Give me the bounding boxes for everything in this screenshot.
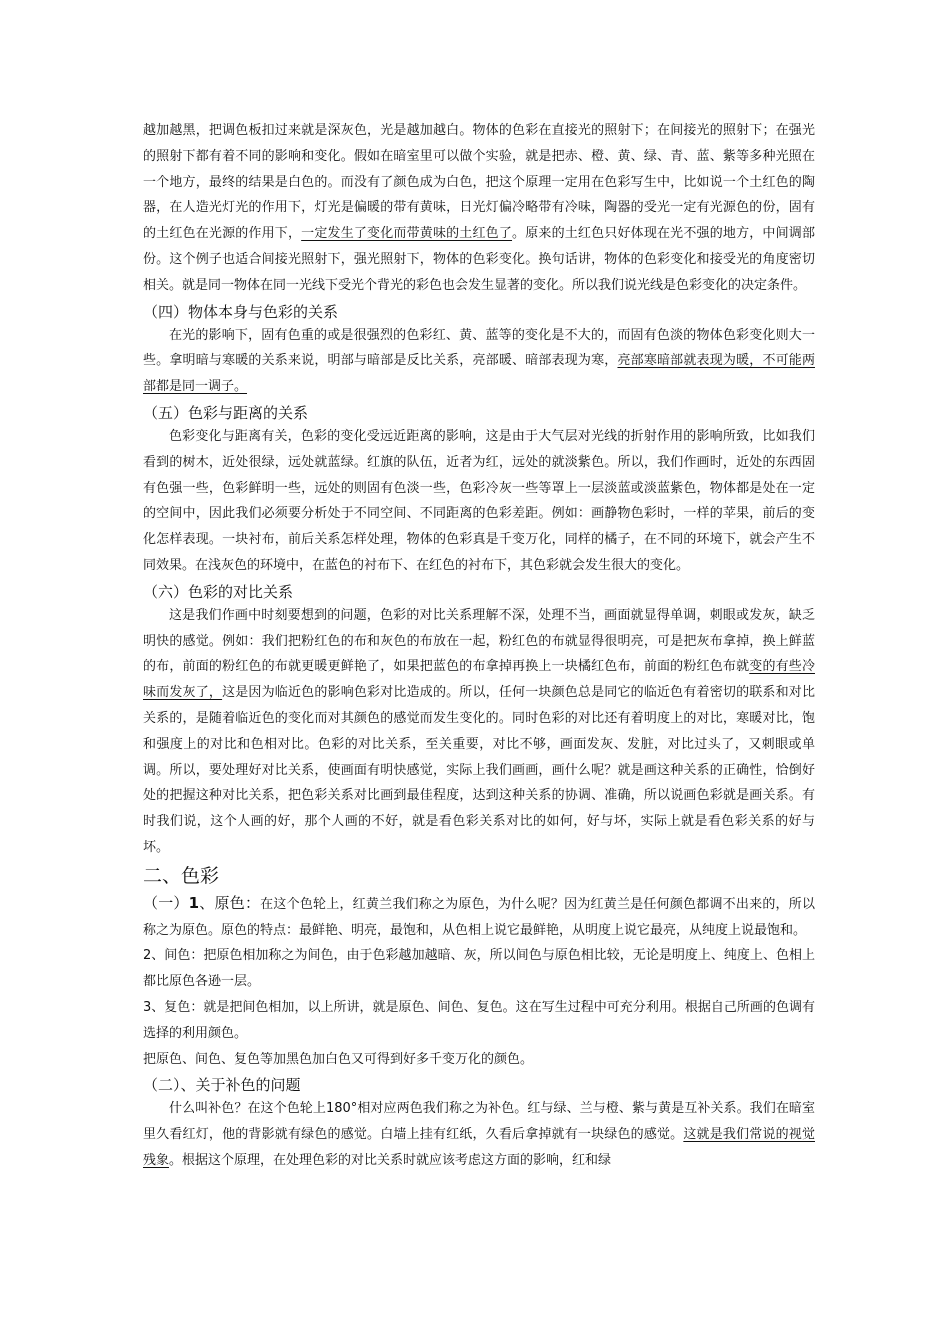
document-body: [143, 118, 815, 1174]
underlined-text: 一定发生了变化而带黄味的土红色了: [301, 226, 513, 242]
paragraph-tertiary-colors: [143, 995, 815, 1047]
text-run: 这是我们作画中时刻要想到的问题，色彩的对比关系理解不深，处理不当，画面就显得单调，刺眼或发灰，缺乏明快的感觉。例如：我们把粉红色的布和灰色的布放在一起，粉红色的布就显得很明亮，可是把灰布拿掉，换上鲜蓝的布，前面的粉红色的布就更暖更鲜艳了，如果把蓝色的布拿掉再换上一块橘红色布，前面的粉红色布就: [143, 607, 815, 675]
text-run: 。原来的土红色只好体现在光不强的地方，中间调部份。这个例子也适合间接光照射下，强光照射下，物体的色彩变化。换句话讲，物体的色彩变化和接受光的角度密切相关。就是同一物体在同一光线下受光个背光的彩色也会发生显著的变化。所以我们说光线是色彩变化的决定条件。: [143, 226, 815, 293]
text-run: 相对应两色我们称之为补色。红与绿、兰与橙、紫与黄是互补关系。我们在暗室里久看红灯，他的背影就有绿色的感觉。白墙上挂有红纸，久看后拿掉就有一块绿色的感觉。: [143, 1101, 815, 1143]
text-run: 这是因为临近色的影响色彩对比造成的。所以，任何一块颜色总是同它的临近色有着密切的联系和对比关系的，是随着临近色的变化而对其颜色的感觉而发生变化的。同时色彩的对比还有着明度上的对比，寒暖对比，饱和强度上的对比和色相对比。色彩的对比关系，至关重要，对比不够，画面发灰、发脏，对比过头了，又刺眼或单调。所以，要处理好对比关系，使画面有明快感觉，实际上我们画画，画什么呢？就是画这种关系的正确性，恰倒好处的把握这种对比关系，把色彩关系对比画到最佳程度，达到这种关系的协调、准确，所以说画色彩就是画关系。有时我们说，这个人画的好，那个人画的不好，就是看色彩关系对比的如何，好与坏，实际上就是看色彩关系的好与坏。: [143, 685, 815, 855]
heading-section-6: （六）色彩的对比关系: [143, 582, 294, 601]
text-run: 在光的影响下，固有色重的或是很强烈的色彩红、黄、蓝等的变化是不大的，而固有色淡的物体色彩变化则大一些。拿明暗与寒暖的关系来说，明部与暗部是反比关系，亮部暖、暗部表现为寒，: [143, 327, 815, 369]
paragraph-mixing: 把原色、间色、复色等加黑色加白色又可得到好多千变万化的颜色。: [143, 1051, 534, 1067]
text-run: 、复色：就是把间色相加，以上所讲，就是原色、间色、复色。这在写生过程中可充分利用。根据自己所画的色调有选择的利用颜色。: [143, 999, 815, 1041]
text-run: 、原色：: [199, 893, 261, 912]
paragraph-section-5: 色彩变化与距离有关，色彩的变化受远近距离的影响，这是由于大气层对光线的折射作用的影响所致，比如我们看到的树木，近处很绿，远处就蓝绿。红旗的队伍，近者为红，远处的就淡紫色。所以，我们作画时，近处的东西固有色强一些，色彩鲜明一些，远处的则固有色淡一些，色彩冷灰一些等罩上一层淡蓝或淡蓝紫色，物体都是处在一定的空间中，因此我们必须要分析处于不同空间、不同距离的色彩差距。例如：画静物色彩时，一样的苹果，前后的变化怎样表现。一块衬布，前后关系怎样处理，物体的色彩真是千变万化，同样的橘子，在不同的环境下，就会产生不同效果。在浅灰色的环境中，在蓝色的衬布下、在红色的衬布下，其色彩就会发生很大的变化。: [143, 428, 815, 573]
list-number: 2: [143, 948, 152, 964]
heading-section-4: （四）物体本身与色彩的关系: [143, 302, 339, 321]
paragraph-primary-colors: [143, 891, 815, 944]
text-run: 越加越黑，把调色板扣过来就是深灰色，光是越加越白。物体的色彩在直接光的照射下；在间接光的照射下；在强光的照射下都有着不同的影响和变化。假如在暗室里可以做个实验，就是把赤、橙、黄、绿、青、蓝、紫等多种光照在一个地方，最终的结果是白色的。而没有了颜色成为白色，把这个原理一定用在色彩写生中，比如说一个土红色的陶器，在人造光灯光的作用下，灯光是偏暖的带有黄味，日光灯偏冷略带有冷味，陶器的受光一定有光源色的份，固有的土红色在光源的作用下，: [143, 123, 815, 242]
heading-complementary: （二）、关于补色的问题: [143, 1076, 301, 1095]
text-run: 180°: [325, 1101, 358, 1117]
text-run: 、间色：把原色相加称之为间色，由于色彩越加越暗、灰，所以间色与原色相比较，无论是明度上、纯度上、色相上都比原色各逊一层。: [143, 948, 815, 990]
text-run: 什么叫补色？在这个色轮上: [169, 1101, 326, 1117]
paragraph-section-6: [143, 603, 815, 861]
paragraph-section-4: [143, 323, 815, 400]
list-number: 1: [188, 893, 200, 912]
list-number: 3: [143, 999, 152, 1015]
underlined-text: 变的有些冷味而发灰了，: [143, 659, 815, 701]
heading-chapter-2: 二、色彩: [143, 864, 220, 887]
paragraph-light-effects: [143, 118, 815, 299]
paragraph-secondary-colors: [143, 943, 815, 995]
paragraph-complementary: [143, 1096, 815, 1173]
text-run: 。根据这个原理，在处理色彩的对比关系时就应该考虑这方面的影响，红和绿: [169, 1152, 612, 1168]
underlined-text: 亮部寒暗部就表现为暖，不可能两部都是同一调子。: [143, 353, 815, 395]
underlined-text: 这就是我们常说的视觉残象: [143, 1127, 815, 1168]
text-run: （一）: [143, 893, 189, 912]
text-run: 在这个色轮上，红黄兰我们称之为原色，为什么呢？因为红黄兰是任何颜色都调不出来的，所以称之为原色。原色的特点：最鲜艳、明亮，最饱和，从色相上说它最鲜艳，从明度上说它最亮，从纯度上说最饱和。: [143, 896, 815, 938]
heading-section-5: （五）色彩与距离的关系: [143, 403, 309, 422]
